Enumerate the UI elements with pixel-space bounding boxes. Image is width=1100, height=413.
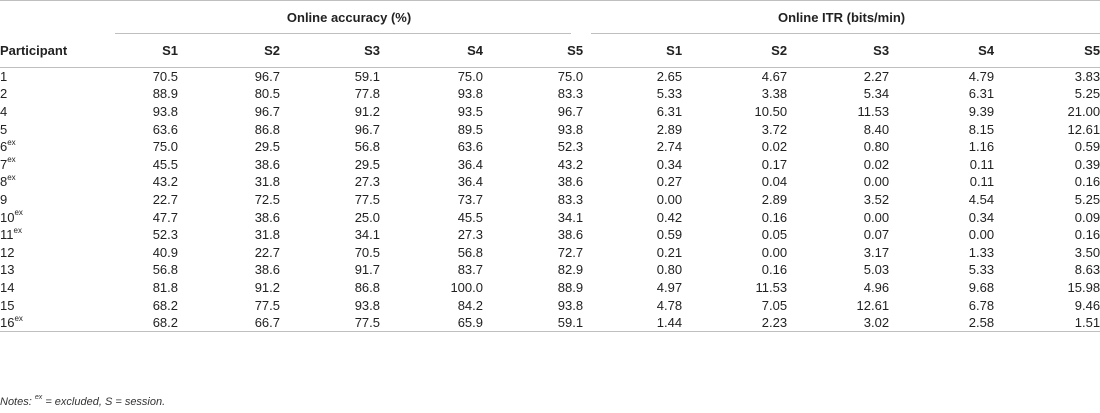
cell-accuracy-s1: 88.9 [152,86,178,102]
cell-participant [0,226,115,244]
cell-itr-s2: 3.38 [761,86,788,102]
cell-itr-s3: 3.02 [787,314,889,332]
table-row [0,296,1100,314]
cell-accuracy-s4: 63.6 [457,139,483,155]
cell-accuracy-s2: 77.5 [254,297,280,313]
cell-accuracy-s2: 38.6 [254,209,280,225]
cell-accuracy-s4: 93.5 [457,103,483,119]
participant-id: 9 [0,191,8,207]
cell-accuracy-s2: 96.7 [254,69,280,85]
cell-accuracy-s5: 72.7 [557,244,584,260]
cell-accuracy-s3: 27.3 [354,174,380,190]
table-row [0,68,1100,86]
cell-participant [0,279,115,297]
cell-participant [0,103,115,121]
cell-itr-s3: 0.00 [863,209,890,225]
table-row [0,173,1100,191]
cell-itr-s1: 2.65 [656,69,683,85]
table-row [0,103,1100,121]
cell-accuracy-s1: 43.2 [152,174,178,190]
cell-accuracy-s1: 81.8 [152,279,178,295]
cell-itr-s4: 9.39 [968,103,995,119]
table-row [0,279,1100,297]
cell-itr-s2: 10.50 [754,103,788,119]
cell-itr-s2: 2.23 [682,314,787,332]
cell-itr-s4: 4.79 [968,69,995,85]
cell-accuracy-s3: 93.8 [354,297,380,313]
cell-accuracy-s5: 88.9 [557,279,584,295]
cell-itr-s1: 0.80 [656,262,683,278]
cell-participant [0,261,115,279]
cell-accuracy-s2: 38.6 [254,262,280,278]
cell-accuracy-s1: 45.5 [152,156,178,172]
cell-itr-s4: 1.33 [968,244,995,260]
cell-accuracy-s3: 34.1 [354,227,380,243]
cell-itr-s1: 2.89 [656,121,683,137]
group-header-itr: Online ITR (bits/min) [583,1,1100,34]
cell-itr-s5: 9.46 [1074,297,1100,313]
cell-participant [0,120,115,138]
cell-accuracy-s4: 56.8 [457,244,483,260]
cell-itr-s4: 5.33 [968,262,995,278]
cell-itr-s3: 0.07 [863,227,890,243]
table-row [0,120,1100,138]
cell-itr-s3: 2.27 [863,69,890,85]
cell-accuracy-s4: 83.7 [457,262,483,278]
cell-itr-s5: 21.00 [1067,103,1100,119]
table-row [0,138,1100,156]
cell-accuracy-s2: 66.7 [178,314,280,332]
cell-accuracy-s4: 65.9 [380,314,483,332]
cell-accuracy-s1: 22.7 [152,191,178,207]
table-row [0,243,1100,261]
cell-itr-s1: 0.21 [656,244,683,260]
table-row [0,155,1100,173]
participant-id: 12 [0,244,15,260]
cell-accuracy-s3: 77.8 [354,86,380,102]
cell-accuracy-s4: 27.3 [457,227,483,243]
cell-itr-s5: 0.16 [1074,174,1100,190]
cell-accuracy-s4: 73.7 [457,191,483,207]
cell-itr-s4: 8.15 [968,121,995,137]
cell-accuracy-s2: 86.8 [254,121,280,137]
cell-accuracy-s3: 29.5 [354,156,380,172]
table-row [0,191,1100,209]
cell-itr-s3: 0.02 [863,156,890,172]
cell-itr-s3: 12.61 [856,297,890,313]
cell-accuracy-s4: 36.4 [457,174,483,190]
column-header-itr-s4: S4 [889,34,994,68]
cell-itr-s1: 4.78 [656,297,683,313]
participant-id: 5 [0,121,8,137]
cell-itr-s4: 1.16 [968,139,995,155]
cell-participant [0,138,115,156]
column-header-accuracy-s3: S3 [280,34,380,68]
excluded-marker: ex [7,137,16,147]
participant-id: 4 [0,103,8,119]
cell-participant [0,155,115,173]
excluded-marker: ex [7,155,16,165]
cell-accuracy-s3: 91.2 [354,103,380,119]
cell-itr-s2: 0.05 [761,227,788,243]
participant-id: 13 [0,262,15,278]
cell-itr-s3: 3.52 [863,191,890,207]
cell-accuracy-s5: 93.8 [557,297,584,313]
cell-accuracy-s3: 77.5 [280,314,380,332]
cell-itr-s4: 2.58 [889,314,994,332]
cell-participant [0,243,115,261]
cell-accuracy-s5: 52.3 [557,139,584,155]
cell-itr-s1: 2.74 [656,139,683,155]
column-header-accuracy-s2: S2 [178,34,280,68]
cell-itr-s2: 0.16 [761,262,788,278]
cell-itr-s2: 4.67 [761,69,788,85]
participant-id: 6 [0,139,8,155]
cell-accuracy-s2: 31.8 [254,174,280,190]
table-row [0,261,1100,279]
column-header-accuracy-s4: S4 [380,34,483,68]
cell-itr-s3: 5.34 [863,86,890,102]
cell-accuracy-s3: 70.5 [354,244,380,260]
notes-text: = excluded, S = session. [42,396,166,408]
cell-accuracy-s1: 93.8 [152,103,178,119]
cell-itr-s5: 3.50 [1074,244,1100,260]
cell-itr-s1: 1.44 [583,314,682,332]
cell-participant [0,296,115,314]
cell-itr-s3: 0.00 [863,174,890,190]
column-header-itr-s1: S1 [583,34,682,68]
cell-participant [0,68,115,86]
cell-accuracy-s2: 96.7 [254,103,280,119]
participant-id: 8 [0,174,8,190]
column-header-itr-s3: S3 [787,34,889,68]
cell-accuracy-s5: 96.7 [557,103,584,119]
cell-accuracy-s3: 77.5 [354,191,380,207]
cell-accuracy-s2: 38.6 [254,156,280,172]
participant-id: 11 [0,227,14,243]
column-header-accuracy-s1: S1 [115,34,178,68]
group-header-accuracy: Online accuracy (%) [115,1,583,34]
excluded-marker: ex [7,173,16,183]
cell-itr-s3: 5.03 [863,262,890,278]
table-row [0,85,1100,103]
table-row [0,314,1100,332]
cell-itr-s4: 0.00 [968,227,995,243]
cell-itr-s2: 11.53 [755,279,788,295]
column-header-row [0,34,1100,68]
cell-itr-s4: 0.34 [968,209,995,225]
cell-itr-s5: 0.16 [1074,227,1100,243]
cell-accuracy-s4: 36.4 [457,156,483,172]
cell-accuracy-s5: 93.8 [557,121,584,137]
cell-accuracy-s3: 25.0 [354,209,380,225]
cell-accuracy-s5: 43.2 [557,156,584,172]
cell-accuracy-s5: 38.6 [557,227,584,243]
cell-accuracy-s4: 84.2 [457,297,483,313]
cell-accuracy-s5: 75.0 [557,69,584,85]
cell-accuracy-s2: 72.5 [254,191,280,207]
cell-itr-s1: 0.00 [656,191,683,207]
excluded-marker: ex [13,225,22,235]
cell-itr-s2: 7.05 [761,297,788,313]
cell-itr-s5: 15.98 [1067,279,1100,295]
cell-accuracy-s5: 59.1 [483,314,583,332]
column-header-itr-s2: S2 [682,34,787,68]
participant-id: 10 [0,209,15,225]
cell-itr-s2: 3.72 [761,121,788,137]
cell-accuracy-s2: 31.8 [254,227,280,243]
cell-itr-s5: 3.83 [1074,69,1100,85]
cell-accuracy-s3: 59.1 [354,69,380,85]
cell-itr-s3: 3.17 [863,244,890,260]
cell-accuracy-s1: 68.2 [115,314,178,332]
cell-accuracy-s1: 63.6 [152,121,178,137]
cell-itr-s2: 0.17 [761,156,788,172]
cell-accuracy-s5: 34.1 [557,209,584,225]
cell-itr-s2: 0.00 [761,244,788,260]
cell-itr-s4: 4.54 [968,191,995,207]
cell-accuracy-s3: 86.8 [354,279,380,295]
cell-itr-s4: 0.11 [969,174,995,190]
cell-itr-s4: 6.31 [968,86,995,102]
group-header-spacer [0,1,115,34]
cell-accuracy-s4: 45.5 [457,209,483,225]
cell-itr-s1: 5.33 [656,86,683,102]
cell-accuracy-s3: 96.7 [354,121,380,137]
cell-itr-s3: 0.80 [863,139,890,155]
cell-participant [0,314,115,332]
cell-accuracy-s1: 70.5 [152,69,178,85]
cell-itr-s4: 6.78 [968,297,995,313]
participant-id: 2 [0,86,8,102]
cell-itr-s2: 2.89 [761,191,788,207]
cell-itr-s1: 0.42 [656,209,683,225]
cell-participant [0,208,115,226]
participant-id: 1 [0,69,8,85]
cell-accuracy-s1: 68.2 [152,297,178,313]
excluded-marker: ex [14,313,23,323]
cell-itr-s5: 0.09 [1074,209,1100,225]
cell-accuracy-s3: 56.8 [354,139,380,155]
cell-itr-s5: 0.59 [1074,139,1100,155]
cell-itr-s3: 4.96 [863,279,890,295]
cell-itr-s1: 4.97 [656,279,683,295]
cell-itr-s1: 6.31 [656,103,683,119]
cell-itr-s5: 0.39 [1074,156,1100,172]
table-notes [0,396,165,408]
cell-itr-s5: 8.63 [1074,262,1100,278]
cell-accuracy-s4: 75.0 [457,69,483,85]
cell-itr-s4: 9.68 [968,279,995,295]
table-row [0,226,1100,244]
cell-accuracy-s4: 93.8 [457,86,483,102]
cell-accuracy-s4: 89.5 [457,121,483,137]
cell-itr-s1: 0.34 [656,156,683,172]
cell-accuracy-s2: 29.5 [254,139,280,155]
column-header-accuracy-s5: S5 [483,34,583,68]
cell-accuracy-s5: 83.3 [557,86,584,102]
cell-itr-s2: 0.02 [761,139,788,155]
group-header-row [0,1,1100,34]
notes-sup: ex [34,394,43,402]
cell-itr-s5: 1.51 [994,314,1100,332]
cell-accuracy-s2: 91.2 [254,279,280,295]
cell-itr-s2: 0.04 [761,174,788,190]
participant-id: 7 [0,156,8,172]
cell-accuracy-s5: 38.6 [557,174,584,190]
cell-accuracy-s1: 52.3 [152,227,178,243]
cell-itr-s1: 0.27 [656,174,683,190]
cell-itr-s4: 0.11 [969,156,995,172]
participant-id: 14 [0,279,15,295]
table-body [0,68,1100,332]
participant-id: 16 [0,314,15,330]
cell-accuracy-s3: 91.7 [354,262,380,278]
column-header-itr-s5: S5 [994,34,1100,68]
cell-accuracy-s2: 80.5 [254,86,280,102]
participant-id: 15 [0,297,15,313]
cell-itr-s2: 0.16 [761,209,788,225]
cell-participant [0,191,115,209]
cell-itr-s5: 5.25 [1074,86,1100,102]
cell-itr-s5: 5.25 [1074,191,1100,207]
cell-accuracy-s1: 47.7 [152,209,178,225]
cell-accuracy-s2: 22.7 [254,244,280,260]
cell-itr-s1: 0.59 [656,227,683,243]
cell-itr-s5: 12.61 [1067,121,1100,137]
cell-participant [0,85,115,103]
notes-label: Notes: [0,396,32,408]
cell-accuracy-s5: 82.9 [557,262,584,278]
excluded-marker: ex [14,208,23,218]
table-row [0,208,1100,226]
cell-accuracy-s1: 56.8 [152,262,178,278]
cell-accuracy-s1: 40.9 [152,244,178,260]
cell-participant [0,173,115,191]
cell-accuracy-s1: 75.0 [152,139,178,155]
cell-itr-s3: 11.53 [857,103,890,119]
cell-accuracy-s5: 83.3 [557,191,584,207]
cell-accuracy-s4: 100.0 [450,279,483,295]
column-header-participant: Participant [0,34,115,68]
cell-itr-s3: 8.40 [863,121,890,137]
